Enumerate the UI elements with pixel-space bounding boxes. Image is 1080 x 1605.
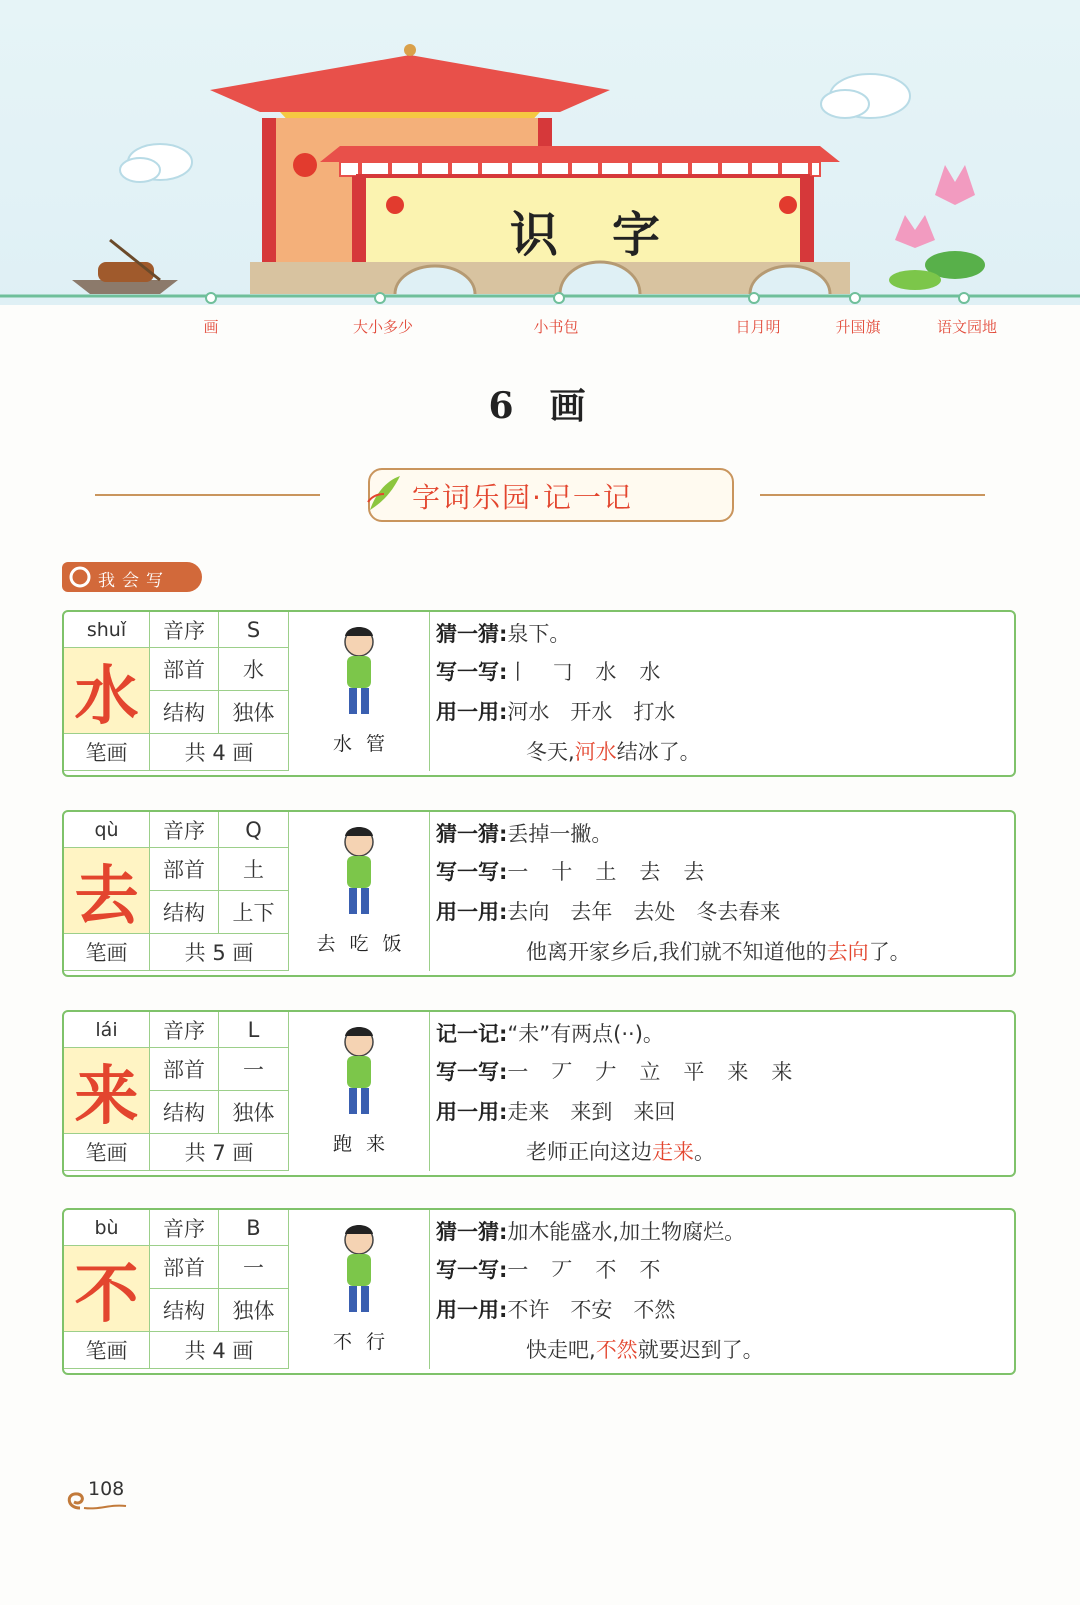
nav-item-5[interactable]: 升国旗 — [835, 318, 881, 336]
write-line — [436, 1254, 683, 1284]
use-words: 去向 去年 去处 冬去春来 — [507, 900, 781, 924]
sentence-start: 冬天, — [526, 740, 575, 764]
hint-label: 猜一猜: — [436, 622, 508, 646]
structure-label: 结构 — [150, 1289, 219, 1332]
lesson-heading — [0, 378, 1080, 429]
stroke-step: 𠃌 — [551, 660, 573, 684]
write-label: 写一写: — [436, 1258, 508, 1282]
lesson-number: 6 — [488, 385, 520, 427]
big-character: 水 — [64, 648, 150, 734]
stroke-count: 共 4 画 — [150, 1332, 289, 1369]
write-label: 写一写: — [436, 860, 508, 884]
unit-title: 识字 — [510, 207, 715, 263]
pinyin: bù — [64, 1210, 150, 1246]
use-words: 走来 来到 来回 — [507, 1100, 676, 1124]
stroke-step: 平 — [683, 1060, 705, 1084]
radical-value: 土 — [219, 848, 289, 891]
character-card — [62, 1010, 1016, 1177]
strokes-label: 笔画 — [64, 734, 150, 771]
big-character: 去 — [64, 848, 150, 934]
illustration-caption: 不行 — [332, 1331, 399, 1353]
order-value: S — [219, 612, 289, 648]
sentence-highlight: 走来 — [652, 1140, 694, 1164]
hint-line — [436, 818, 612, 848]
sentence-end: 。 — [694, 1140, 715, 1164]
order-value: L — [219, 1012, 289, 1048]
order-value: B — [219, 1210, 289, 1246]
structure-value: 独体 — [219, 691, 289, 734]
stroke-count: 共 4 画 — [150, 734, 289, 771]
use-words: 不许 不安 不然 — [507, 1298, 676, 1322]
stroke-step: 一 — [507, 1060, 529, 1084]
stroke-step: 去 — [683, 860, 705, 884]
example-sentence — [526, 1136, 715, 1166]
write-line — [436, 1056, 815, 1086]
illustration — [289, 812, 430, 971]
nav-item-3[interactable]: 小书包 — [533, 318, 579, 336]
sentence-highlight: 河水 — [574, 740, 617, 764]
stroke-step: 丆 — [551, 1258, 573, 1282]
page-number: 108 — [88, 1478, 125, 1500]
order-value: Q — [219, 812, 289, 848]
illustration-caption: 去吃饭 — [316, 933, 416, 955]
use-line — [436, 896, 780, 926]
child-figure-icon — [289, 812, 429, 927]
stroke-step: 水 — [595, 660, 617, 684]
use-label: 用一用: — [436, 1298, 508, 1322]
child-figure-icon — [289, 612, 429, 727]
divider-right — [760, 494, 985, 496]
use-words: 河水 开水 打水 — [507, 700, 676, 724]
character-card — [62, 810, 1016, 977]
scroll-icon — [66, 562, 96, 592]
stroke-step: 去 — [639, 860, 661, 884]
structure-label: 结构 — [150, 891, 219, 934]
stroke-step: 土 — [595, 860, 617, 884]
sentence-start: 他离开家乡后,我们就不知道他的 — [526, 940, 827, 964]
stroke-step: 不 — [595, 1258, 617, 1282]
stroke-order — [507, 860, 727, 884]
radical-label: 部首 — [150, 848, 219, 891]
pinyin: shuǐ — [64, 612, 150, 648]
section-banner — [368, 468, 734, 522]
hint-label: 猜一猜: — [436, 1220, 508, 1244]
sentence-highlight: 去向 — [826, 940, 869, 964]
lesson-title: 画 — [549, 385, 592, 427]
header-banner — [0, 0, 1080, 305]
use-label: 用一用: — [436, 700, 508, 724]
use-line — [436, 1096, 675, 1126]
pinyin: lái — [64, 1012, 150, 1048]
stroke-step: 来 — [771, 1060, 793, 1084]
structure-value: 上下 — [219, 891, 289, 934]
sentence-end: 结冰了。 — [616, 740, 701, 764]
hint-text: 丢掉一撇。 — [507, 822, 613, 846]
use-line — [436, 696, 675, 726]
stroke-step: 十 — [551, 860, 573, 884]
use-line — [436, 1294, 675, 1324]
child-figure-icon — [289, 1012, 429, 1127]
nav-item-1[interactable]: 画 — [203, 318, 219, 336]
radical-value: 一 — [219, 1048, 289, 1091]
big-character: 不 — [64, 1246, 150, 1332]
illustration — [289, 1210, 430, 1369]
order-label: 音序 — [150, 1012, 219, 1048]
illustration — [289, 1012, 430, 1171]
hint-text: 泉下。 — [507, 622, 571, 646]
write-line — [436, 656, 683, 686]
nav-item-4[interactable]: 日月明 — [735, 318, 781, 336]
example-sentence — [526, 1334, 764, 1364]
sentence-start: 快走吧, — [526, 1338, 596, 1362]
stroke-step: 一 — [507, 860, 529, 884]
write-line — [436, 856, 727, 886]
order-label: 音序 — [150, 1210, 219, 1246]
illustration-caption: 水管 — [332, 733, 399, 755]
example-sentence — [526, 936, 911, 966]
character-card — [62, 1208, 1016, 1375]
stroke-count: 共 5 画 — [150, 934, 289, 971]
structure-value: 独体 — [219, 1289, 289, 1332]
nav-item-2[interactable]: 大小多少 — [352, 318, 414, 336]
stroke-order — [507, 660, 683, 684]
hint-label: 猜一猜: — [436, 822, 508, 846]
big-character: 来 — [64, 1048, 150, 1134]
stroke-step: 来 — [727, 1060, 749, 1084]
hint-text: “未”有两点(··)。 — [507, 1022, 664, 1046]
illustration — [289, 612, 430, 771]
hint-text: 加木能盛水,加土物腐烂。 — [507, 1220, 746, 1244]
write-label: 写一写: — [436, 660, 508, 684]
illustration-caption: 跑来 — [332, 1133, 399, 1155]
stroke-step: 𠂇 — [595, 1060, 617, 1084]
write-badge — [62, 562, 202, 592]
radical-label: 部首 — [150, 1048, 219, 1091]
use-label: 用一用: — [436, 1100, 508, 1124]
stroke-step: 丨 — [507, 660, 529, 684]
stroke-step: 立 — [639, 1060, 661, 1084]
character-card — [62, 610, 1016, 777]
stroke-step: 一 — [507, 1258, 529, 1282]
stroke-step: 不 — [639, 1258, 661, 1282]
strokes-label: 笔画 — [64, 1134, 150, 1171]
sentence-highlight: 不然 — [595, 1338, 638, 1362]
order-label: 音序 — [150, 612, 219, 648]
sentence-end: 了。 — [868, 940, 911, 964]
order-label: 音序 — [150, 812, 219, 848]
radical-value: 一 — [219, 1246, 289, 1289]
structure-label: 结构 — [150, 691, 219, 734]
write-label: 写一写: — [436, 1060, 508, 1084]
structure-label: 结构 — [150, 1091, 219, 1134]
hint-label: 记一记: — [436, 1022, 508, 1046]
pinyin: qù — [64, 812, 150, 848]
structure-value: 独体 — [219, 1091, 289, 1134]
strokes-label: 笔画 — [64, 1332, 150, 1369]
radical-label: 部首 — [150, 1246, 219, 1289]
page-swirl-icon — [60, 1486, 130, 1516]
sentence-start: 老师正向这边 — [526, 1140, 652, 1164]
stroke-step: 丆 — [551, 1060, 573, 1084]
use-label: 用一用: — [436, 900, 508, 924]
sentence-end: 就要迟到了。 — [637, 1338, 764, 1362]
radical-value: 水 — [219, 648, 289, 691]
divider-left — [95, 494, 320, 496]
child-figure-icon — [289, 1210, 429, 1325]
example-sentence — [526, 736, 701, 766]
stroke-order — [507, 1060, 815, 1084]
hint-line — [436, 1216, 745, 1246]
strokes-label: 笔画 — [64, 934, 150, 971]
leaf-icon — [364, 470, 404, 516]
stroke-order — [507, 1258, 683, 1282]
radical-label: 部首 — [150, 648, 219, 691]
write-badge-text: 我会写 — [98, 571, 170, 591]
stroke-count: 共 7 画 — [150, 1134, 289, 1171]
section-banner-text: 字词乐园·记一记 — [412, 481, 633, 514]
stroke-step: 水 — [639, 660, 661, 684]
hint-line — [436, 1018, 664, 1048]
nav-item-6[interactable]: 语文园地 — [936, 318, 998, 336]
hint-line — [436, 618, 570, 648]
